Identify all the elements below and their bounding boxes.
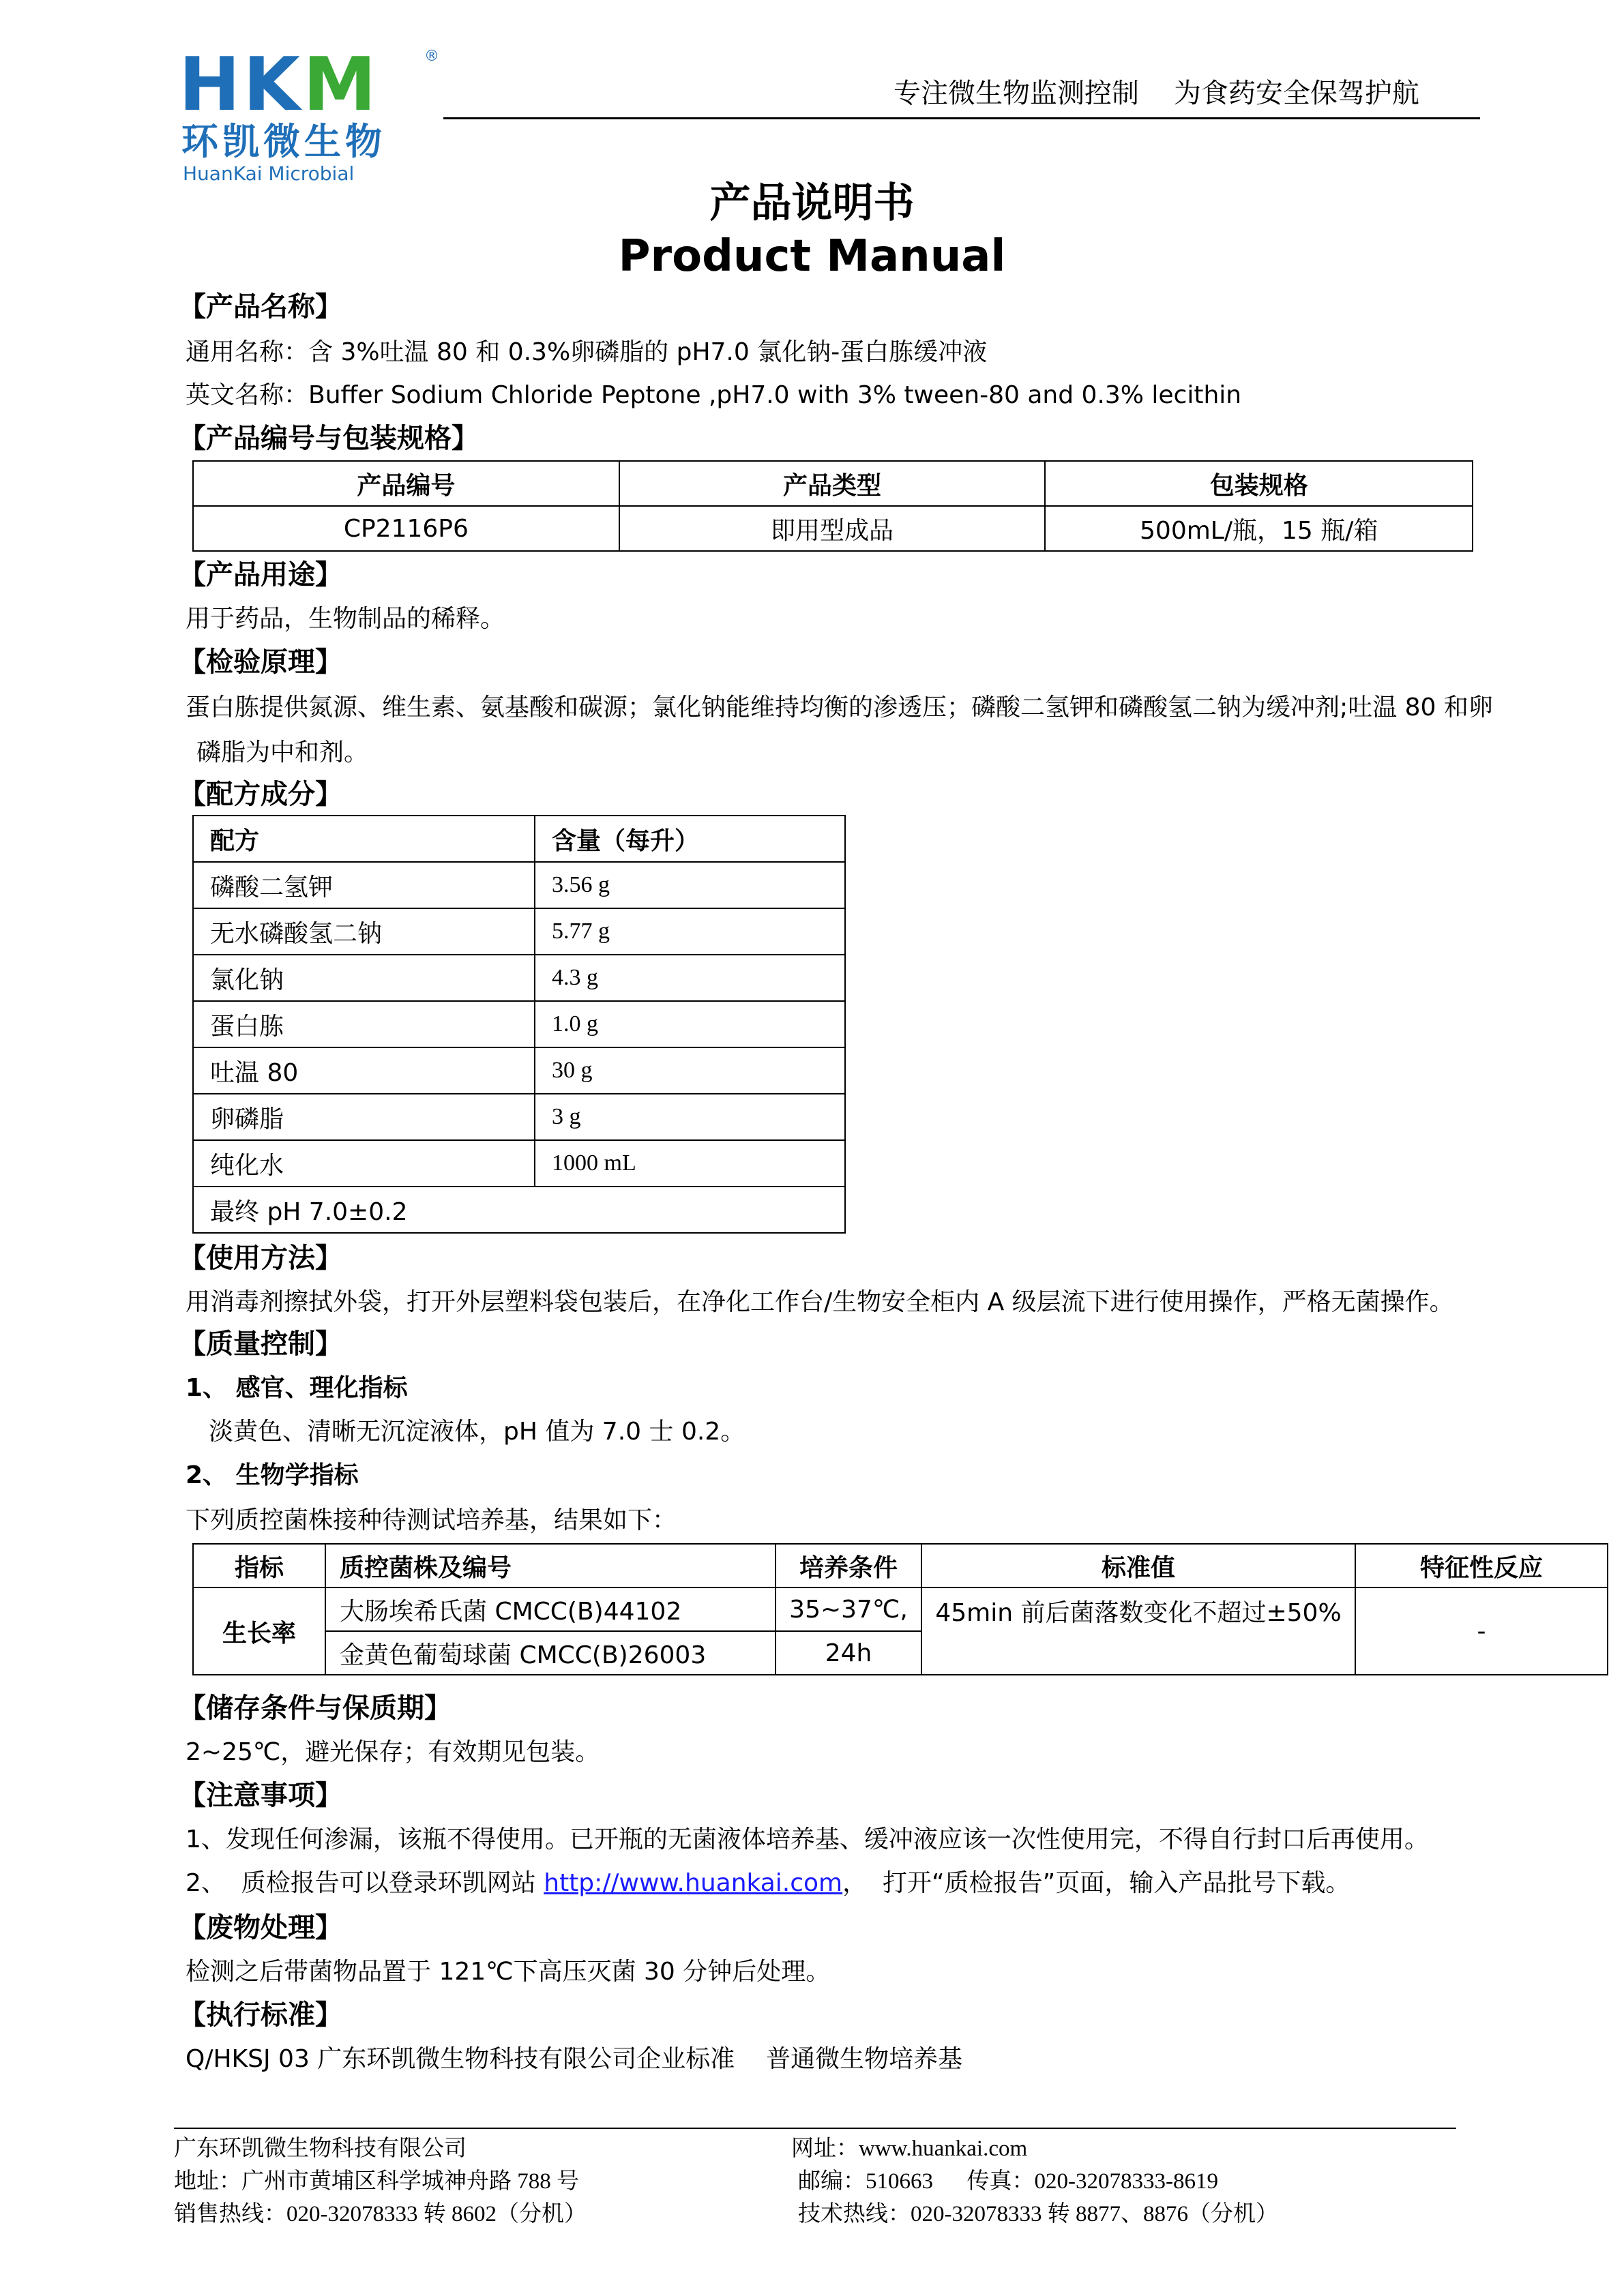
col-header: 包装规格 [1045, 461, 1473, 506]
note-1: 1、发现任何渗漏，该瓶不得使用。已开瓶的无菌液体培养基、缓冲液应该一次性使用完，不得自行封口后再使用。 [186, 1825, 1429, 1853]
product-type: 即用型成品 [619, 506, 1046, 551]
table-row [193, 1187, 845, 1233]
note-2-suffix: ， 打开“质检报告”页面，输入产品批号下载。 [842, 1869, 1350, 1897]
storage-text: 2~25℃，避光保存；有效期见包装。 [186, 1738, 600, 1766]
col-header: 标准值 [921, 1544, 1355, 1587]
col-header: 含量（每升） [535, 816, 845, 862]
footer-address: 地址：广州市黄埔区科学城神舟路 788 号 [174, 2169, 579, 2194]
qc-sub-physical: 1、 感官、理化指标 [186, 1374, 408, 1402]
amount: 5.77 g [535, 908, 845, 955]
table-row [193, 1140, 845, 1187]
table-row [193, 862, 845, 908]
heading-standard: 【执行标准】 [179, 1999, 342, 2031]
condition-time: 24h [776, 1631, 921, 1675]
heading-usage: 【产品用途】 [179, 559, 342, 591]
table-header-row [193, 816, 845, 862]
heading-notes: 【注意事项】 [179, 1780, 342, 1811]
method-text: 用消毒剂擦拭外袋，打开外层塑料袋包装后，在净化工作台/生物安全柜内 A 级层流下进行使用操作，严格无菌操作。 [186, 1288, 1454, 1316]
qc-index: 生长率 [193, 1587, 325, 1675]
heading-product-name: 【产品名称】 [179, 291, 342, 323]
amount: 4.3 g [535, 955, 845, 1001]
heading-method: 【使用方法】 [179, 1242, 342, 1274]
logo-mark-m: M [303, 42, 379, 128]
amount: 30 g [535, 1047, 845, 1094]
logo-mark-hk: HK [179, 42, 304, 128]
usage-text: 用于药品，生物制品的稀释。 [186, 605, 505, 633]
ingredient: 氯化钠 [193, 955, 535, 1001]
strain: 金黄色葡萄球菌 CMCC(B)26003 [325, 1631, 776, 1675]
ingredient: 蛋白胨 [193, 1001, 535, 1047]
characteristic-reaction: - [1355, 1587, 1608, 1675]
amount: 1.0 g [535, 1001, 845, 1047]
heading-principle: 【检验原理】 [179, 646, 342, 678]
principle-line-2: 磷脂为中和剂。 [196, 739, 369, 766]
table-row [193, 1047, 845, 1094]
ingredient: 磷酸二氢钾 [193, 862, 535, 908]
strain: 大肠埃希氏菌 CMCC(B)44102 [325, 1587, 776, 1631]
heading-formula: 【配方成分】 [179, 779, 342, 810]
table-row [193, 506, 1473, 551]
table-row [193, 1094, 845, 1140]
logo-chinese-name: 环凯微生物 [181, 120, 386, 163]
formula-table [192, 815, 846, 1234]
product-code: CP2116P6 [193, 506, 619, 551]
standard-value: 45min 前后菌落数变化不超过±50% [921, 1587, 1355, 1675]
company-logo [179, 42, 452, 185]
logo-english-name: HuanKai Microbial [183, 162, 355, 185]
disposal-text: 检测之后带菌物品置于 121℃下高压灭菌 30 分钟后处理。 [186, 1958, 831, 1986]
ingredient: 纯化水 [193, 1140, 535, 1187]
qc-biological-text: 下列质控菌株接种待测试培养基，结果如下： [186, 1506, 677, 1534]
generic-name: 通用名称：含 3%吐温 80 和 0.3%卵磷脂的 pH7.0 氯化钠-蛋白胨缓冲液 [186, 338, 988, 366]
note-2 [186, 1867, 1350, 1900]
standard-text: Q/HKSJ 03 广东环凯微生物科技有限公司企业标准 普通微生物培养基 [186, 2045, 963, 2073]
website-link[interactable]: http://www.huankai.com [544, 1869, 843, 1897]
ingredient: 无水磷酸氢二钠 [193, 908, 535, 955]
heading-disposal: 【废物处理】 [179, 1912, 342, 1943]
heading-code-spec: 【产品编号与包装规格】 [179, 423, 479, 454]
english-name: 英文名称：Buffer Sodium Chloride Peptone ,pH7.0 with 3% tween-80 and 0.3% lecithin [186, 381, 1242, 409]
qc-physical-text: 淡黄色、清晰无沉淀液体，pH 值为 7.0 士 0.2。 [209, 1418, 745, 1446]
col-header: 质控菌株及编号 [325, 1544, 776, 1587]
table-header-row [193, 1544, 1608, 1587]
table-header-row [193, 461, 1473, 506]
footer-postcode-fax: 邮编：510663 传真：020-32078333-8619 [798, 2169, 1218, 2194]
table-row [193, 1001, 845, 1047]
header-slogan: 专注微生物监测控制 为食药安全保驾护航 [894, 78, 1419, 109]
footer-tech: 技术热线：020-32078333 转 8877、8876（分机） [798, 2202, 1278, 2226]
footer-company: 广东环凯微生物科技有限公司 [174, 2136, 467, 2161]
qc-table [192, 1543, 1608, 1675]
package-spec: 500mL/瓶，15 瓶/箱 [1045, 506, 1473, 551]
table-row [193, 955, 845, 1001]
title-chinese: 产品说明书 [709, 179, 915, 227]
title-english: Product Manual [618, 231, 1006, 282]
note-2-prefix: 2、 质检报告可以登录环凯网站 [186, 1869, 544, 1897]
col-header: 产品编号 [193, 461, 619, 506]
col-header: 培养条件 [776, 1544, 921, 1587]
col-header: 特征性反应 [1355, 1544, 1608, 1587]
heading-storage: 【储存条件与保质期】 [179, 1693, 452, 1724]
amount: 1000 mL [535, 1140, 845, 1187]
logo-mark [179, 42, 379, 128]
final-ph: 最终 pH 7.0±0.2 [193, 1187, 845, 1233]
registered-mark: ® [424, 48, 439, 65]
col-header: 产品类型 [619, 461, 1046, 506]
principle-line-1: 蛋白胨提供氮源、维生素、氨基酸和碳源；氯化钠能维持均衡的渗透压；磷酸二氢钾和磷酸氢二钠为缓冲剂;吐温 80 和卵 [186, 694, 1493, 721]
header-divider [443, 117, 1480, 119]
table-row [193, 908, 845, 955]
ingredient: 卵磷脂 [193, 1094, 535, 1140]
table-row [193, 1587, 1608, 1631]
footer-divider [174, 2128, 1456, 2129]
col-header: 指标 [193, 1544, 325, 1587]
ingredient: 吐温 80 [193, 1047, 535, 1094]
qc-sub-biological: 2、 生物学指标 [186, 1461, 359, 1489]
footer-sales: 销售热线：020-32078333 转 8602（分机） [174, 2202, 587, 2226]
condition-temperature: 35~37℃, [776, 1587, 921, 1631]
heading-qc: 【质量控制】 [179, 1328, 342, 1360]
footer-website: 网址：www.huankai.com [791, 2136, 1028, 2161]
code-spec-table [192, 460, 1473, 552]
amount: 3.56 g [535, 862, 845, 908]
col-header: 配方 [193, 816, 535, 862]
amount: 3 g [535, 1094, 845, 1140]
